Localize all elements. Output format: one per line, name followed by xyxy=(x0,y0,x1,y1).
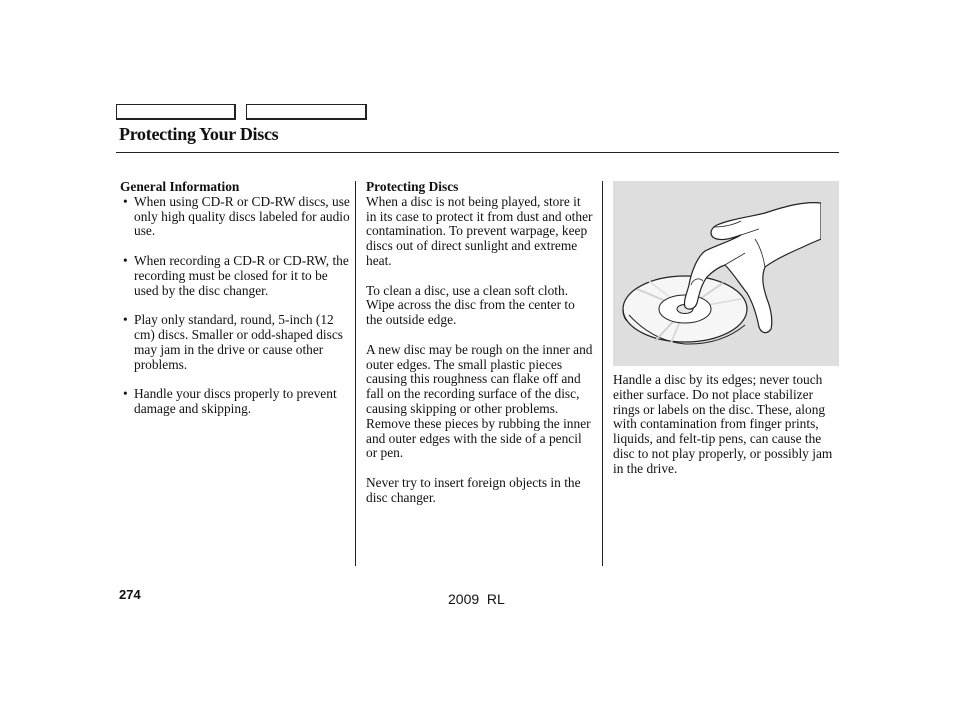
list-item xyxy=(120,313,352,372)
list-item xyxy=(120,387,352,417)
section-tab-1 xyxy=(116,104,236,120)
list-item xyxy=(120,195,352,239)
paragraph: When a disc is not being played, store it in its case to protect it from dust and other contamination. To prevent warpage, keep discs out of direct sunlight and extreme heat. xyxy=(366,193,593,268)
bullet-icon: • xyxy=(123,193,128,209)
section-tab-2 xyxy=(246,104,367,120)
column-divider xyxy=(355,181,356,566)
hand-holding-disc-illustration xyxy=(613,181,839,366)
bullet-icon: • xyxy=(123,312,128,328)
figure-caption: Handle a disc by its edges; never touch either surface. Do not place stabilizer rings or labels on the disc. These, along with contamination from finger prints, liquids, and felt-tip pens, can cause the disc to not play properly, or possibly jam in the drive. xyxy=(613,372,833,476)
list-item xyxy=(120,254,352,298)
list-item-text: Handle your discs properly to prevent damage and skipping. xyxy=(134,386,337,416)
paragraph: Never try to insert foreign objects in the disc changer. xyxy=(366,474,581,505)
list-item-text: Play only standard, round, 5-inch (12 cm) discs. Smaller or odd-shaped discs may jam in the drive or cause other problems. xyxy=(134,312,343,372)
column-divider xyxy=(602,181,603,566)
protecting-discs-heading: Protecting Discs xyxy=(366,179,459,194)
handling-column xyxy=(613,373,839,491)
page-title: Protecting Your Discs xyxy=(119,124,279,144)
general-information-list xyxy=(120,195,352,417)
paragraph: A new disc may be rough on the inner and outer edges. The small plastic pieces causing this roughness can flake off and fall on the recording surface of the disc, causing skipping or other problems. Remove these pieces by rubbing the inner and outer edges with the side of a pencil or pen. xyxy=(366,341,593,461)
general-information-column xyxy=(120,180,352,432)
title-divider xyxy=(116,152,839,153)
disc-hand-icon xyxy=(613,181,839,366)
paragraph: To clean a disc, use a clean soft cloth. Wipe across the disc from the center to the outside edge. xyxy=(366,282,575,328)
bullet-icon: • xyxy=(123,252,128,268)
list-item-text: When recording a CD-R or CD-RW, the recording must be closed for it to be used by the disc changer. xyxy=(134,252,349,298)
protecting-discs-column xyxy=(366,180,594,520)
general-information-heading: General Information xyxy=(120,179,240,194)
page-number: 274 xyxy=(119,587,141,602)
footer-model-label: 2009 RL xyxy=(448,591,505,607)
bullet-icon: • xyxy=(123,386,128,402)
list-item-text: When using CD-R or CD-RW discs, use only high quality discs labeled for audio use. xyxy=(134,193,350,239)
